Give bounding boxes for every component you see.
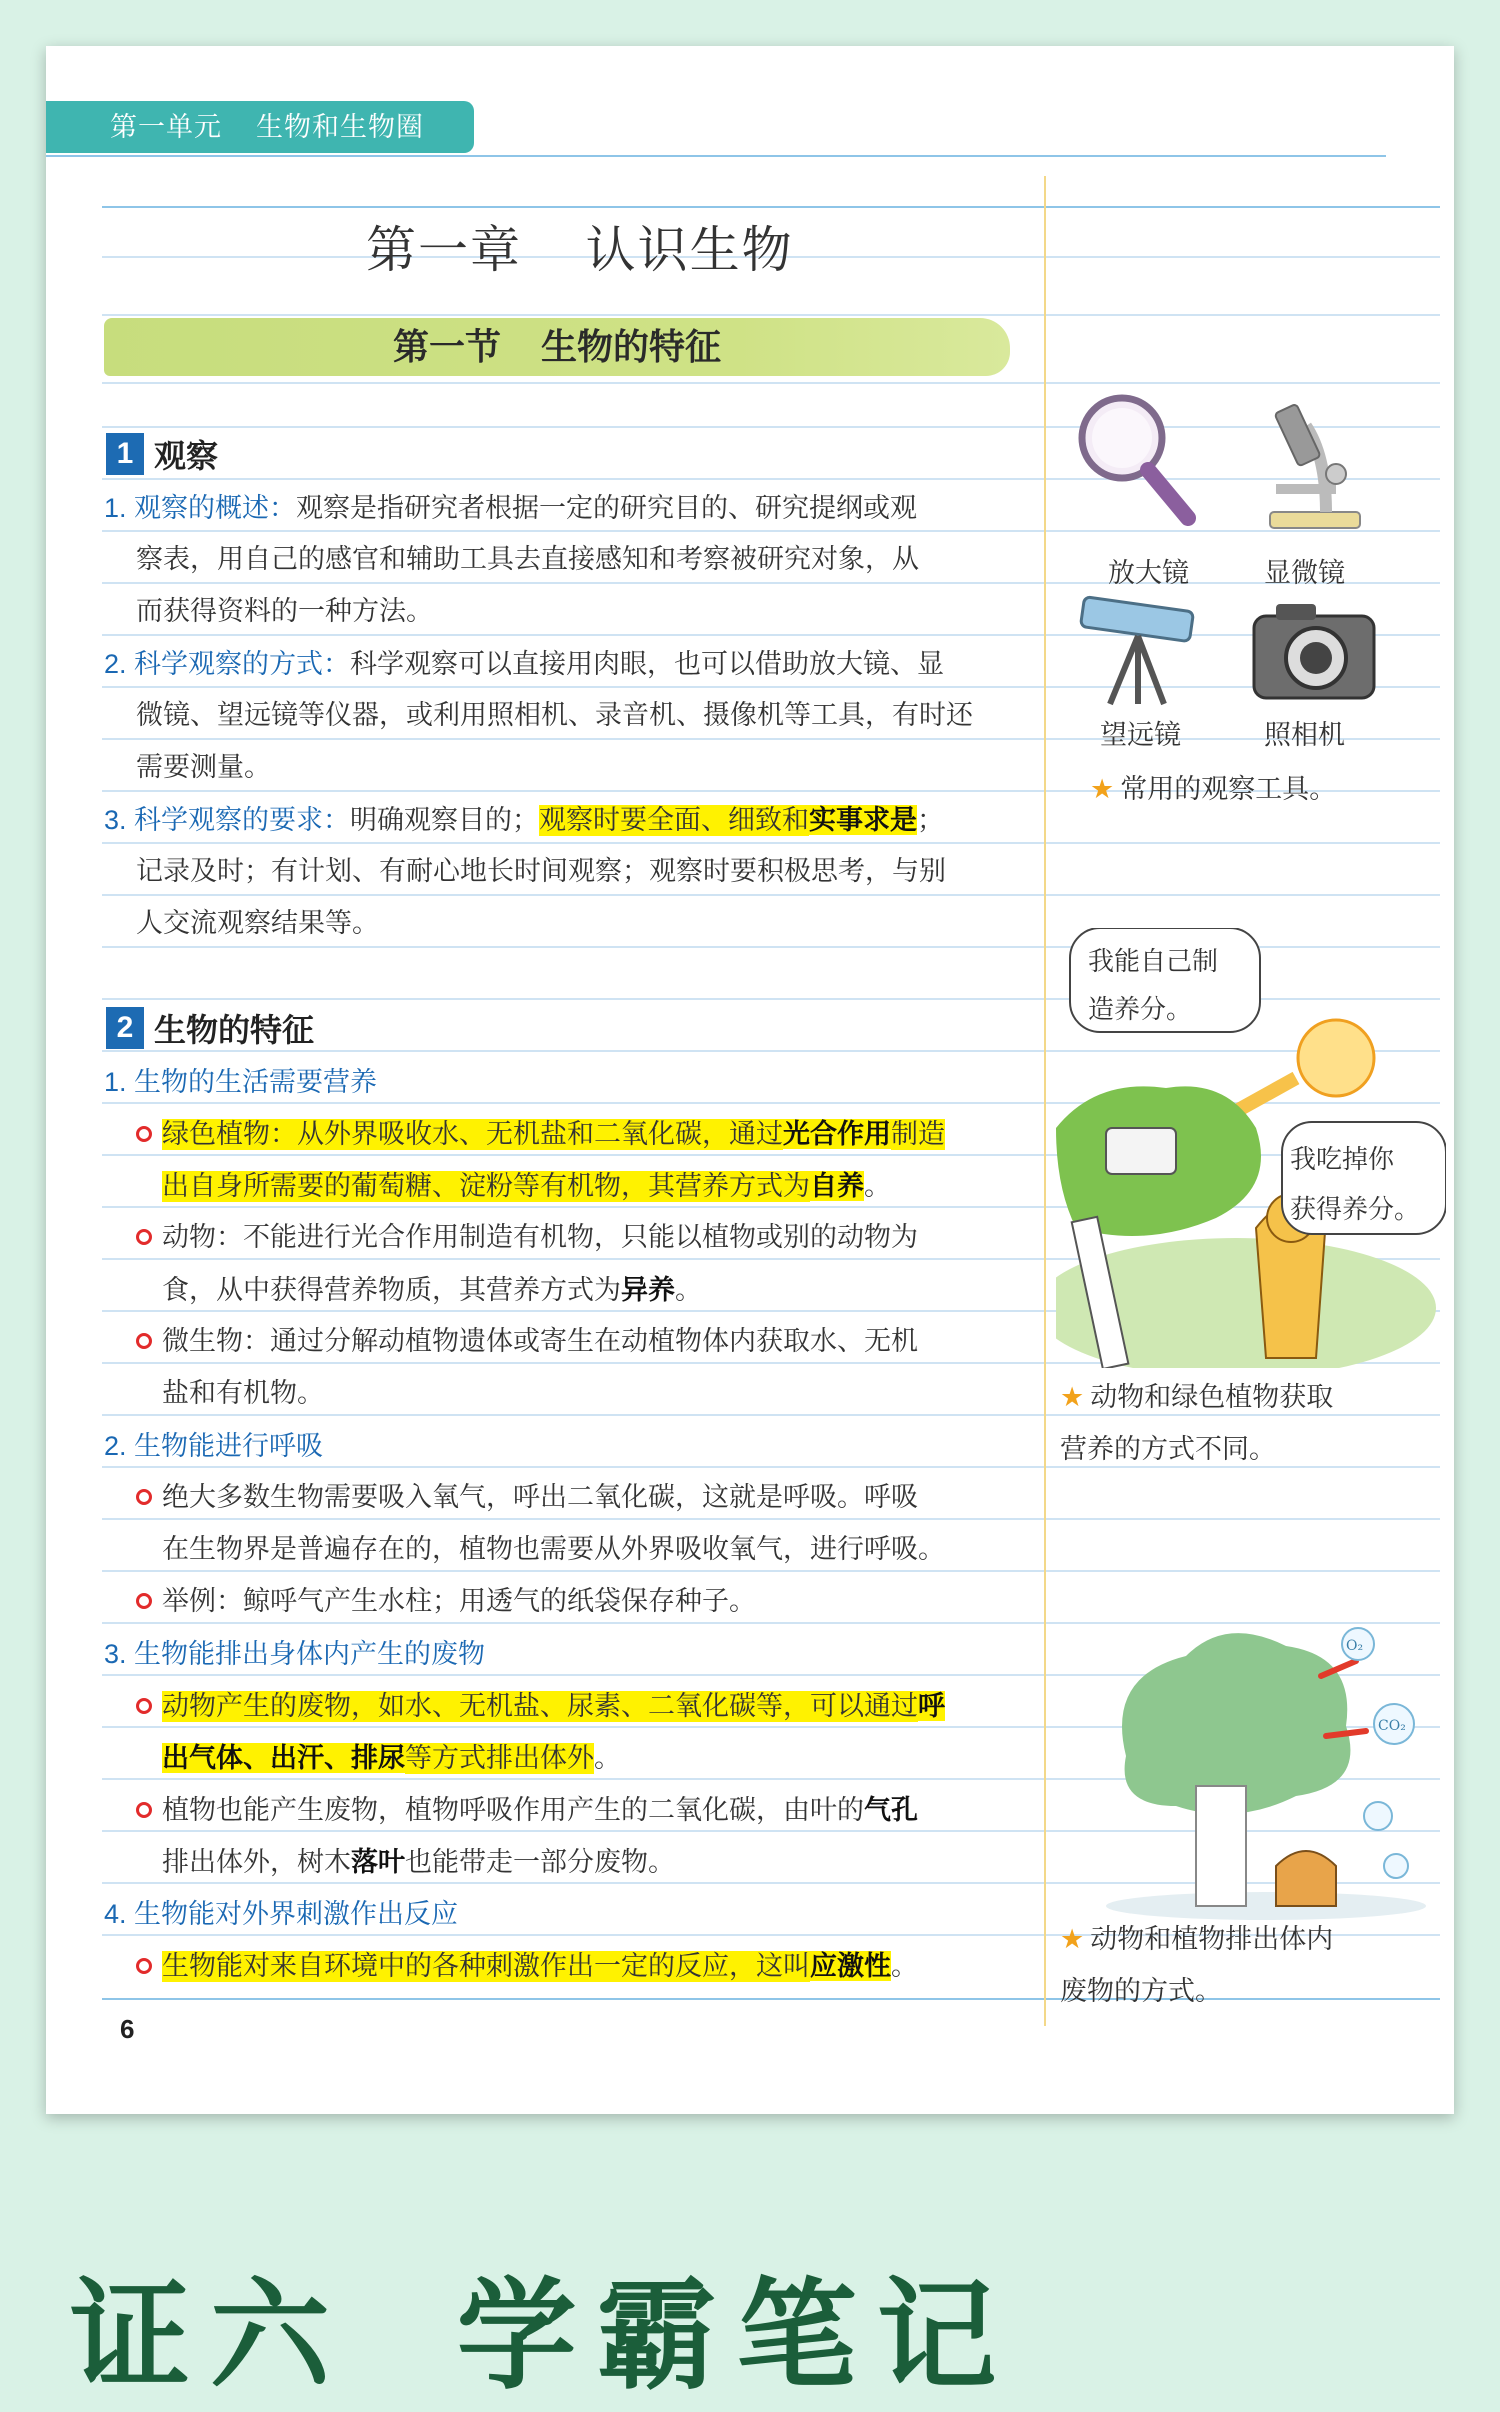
bottom-banner-text: 证六 学霸笔记	[70, 2269, 1017, 2403]
bullet-line	[136, 1576, 756, 1628]
bullet-line	[136, 1108, 945, 1161]
rule-line	[102, 382, 1440, 384]
item-text: 观察是指研究者根据一定的研究目的、研究提纲或观	[296, 493, 918, 524]
item-text: 微生物：通过分解动植物遗体或寄生在动植物体内获取水、无机	[162, 1326, 918, 1357]
paragraph-line	[104, 638, 944, 691]
bullet-icon	[136, 1593, 152, 1609]
paragraph-line	[104, 482, 917, 535]
bullet-icon	[136, 1698, 152, 1714]
bullet-line-cont: 盐和有机物。	[162, 1378, 324, 1409]
item-label: 3. 生物能排出身体内产生的废物	[104, 1639, 486, 1669]
tool-label: 显微镜	[1264, 558, 1345, 589]
bold-highlight: 呼	[918, 1691, 945, 1721]
section-number-badge: 1	[106, 433, 144, 475]
star-icon: ★	[1060, 1924, 1085, 1955]
bullet-line-cont	[162, 1836, 675, 1889]
highlight-text: 制造	[891, 1119, 945, 1150]
item-text: 绝大多数生物需要吸入氧气，呼出二氧化碳，这就是呼吸。呼吸	[162, 1482, 918, 1513]
bullet-line-cont	[162, 1264, 702, 1317]
bold-highlight: 应激性	[810, 1951, 891, 1981]
item-text: 植物也能产生废物，植物呼吸作用产生的二氧化碳，由叶的	[162, 1795, 864, 1826]
highlight-text: 出自身所需要的葡萄糖、淀粉等有机物，其营养方式为	[162, 1171, 810, 1202]
figure-caption	[1090, 764, 1336, 816]
bullet-line	[136, 1940, 918, 1993]
bold-highlight: 出气体、出汗、排尿	[162, 1743, 405, 1773]
item-text: 。	[864, 1171, 891, 1202]
item-text: 。	[891, 1951, 918, 1982]
bullet-icon	[136, 1489, 152, 1505]
highlight-text: 生物能对来自环境中的各种刺激作出一定的反应，这叫	[162, 1951, 810, 1982]
section-title: 第一节 生物的特征	[392, 326, 721, 367]
section-number-badge: 2	[106, 1007, 144, 1049]
column-divider	[1044, 176, 1046, 2026]
item-text: 动物：不能进行光合作用制造有机物，只能以植物或别的动物为	[162, 1222, 918, 1253]
paragraph-line	[104, 794, 944, 847]
highlight-text: 等方式排出体外	[405, 1743, 594, 1774]
co2-bubble-label: CO₂	[1378, 1718, 1406, 1734]
figure-caption	[1060, 1372, 1333, 1424]
speech-bubble-animal: 获得养分。	[1290, 1195, 1421, 1225]
unit-tab: 第一单元 生物和生物圈	[46, 101, 474, 153]
highlight-text: 绿色植物：从外界吸收水、无机盐和二氧化碳，通过	[162, 1119, 783, 1150]
highlight-text: 动物产生的废物，如水、无机盐、尿素、二氧化碳等，可以通过	[162, 1691, 918, 1722]
bullet-line-cont: 在生物界是普遍存在的，植物也需要从外界吸收氧气，进行呼吸。	[162, 1534, 945, 1565]
bullet-line	[136, 1784, 918, 1837]
item-label: 4. 生物能对外界刺激作出反应	[104, 1899, 459, 1929]
bullet-icon	[136, 1958, 152, 1974]
item-text: 科学观察可以直接用肉眼，也可以借助放大镜、显	[350, 649, 945, 680]
item-label: 2. 科学观察的方式：	[104, 649, 351, 679]
bullet-line	[136, 1472, 918, 1524]
item-text: ；	[917, 805, 945, 836]
microscope-icon	[1246, 386, 1386, 536]
item-label: 1. 生物的生活需要营养	[104, 1067, 378, 1097]
caption-text: 动物和植物排出体内	[1090, 1924, 1334, 1955]
bullet-line-cont	[162, 1160, 891, 1213]
page-number: 6	[120, 2014, 135, 2044]
tool-label: 照相机	[1264, 720, 1345, 751]
paragraph-line: 察表，用自己的感官和辅助工具去直接感知和考察被研究对象，从	[136, 544, 919, 575]
bullet-icon	[136, 1333, 152, 1349]
bold-text: 气孔	[864, 1795, 918, 1825]
chapter-title: 第一章 认识生物	[366, 222, 794, 278]
paragraph-line: 微镜、望远镜等仪器，或利用照相机、录音机、摄像机等工具，有时还	[136, 700, 973, 731]
telescope-icon	[1076, 586, 1206, 716]
speech-bubble-plant: 我能自己制	[1088, 947, 1219, 977]
section-heading-label: 生物的特征	[154, 1012, 315, 1048]
rule-line	[102, 314, 1440, 316]
bold-text: 异养	[621, 1275, 675, 1305]
figure-caption: 营养的方式不同。	[1060, 1434, 1276, 1465]
item-label: 2. 生物能进行呼吸	[104, 1431, 324, 1461]
section-banner	[104, 318, 1010, 376]
highlight-text: 观察时要全面、细致和	[539, 805, 810, 836]
section-heading-label: 观察	[154, 438, 219, 474]
rule-line	[102, 478, 1440, 480]
star-icon: ★	[1060, 1382, 1085, 1413]
tool-label: 放大镜	[1108, 558, 1189, 589]
rule-line-bottom	[102, 1998, 1440, 2000]
item-label: 1. 观察的概述：	[104, 493, 297, 523]
bullet-line	[136, 1316, 918, 1368]
bold-highlight: 自养	[810, 1171, 864, 1201]
caption-text: 动物和绿色植物获取	[1090, 1382, 1334, 1413]
tool-label: 望远镜	[1100, 720, 1181, 751]
item-text: 排出体外，树木	[162, 1847, 351, 1878]
bullet-line-cont	[162, 1732, 621, 1785]
bold-highlight: 光合作用	[783, 1119, 891, 1149]
item-text: 明确观察目的；	[350, 805, 540, 836]
item-text: 食，从中获得营养物质，其营养方式为	[162, 1275, 621, 1306]
bullet-icon	[136, 1229, 152, 1245]
oxygen-bubble-label: O₂	[1346, 1638, 1364, 1654]
caption-text: 常用的观察工具。	[1120, 774, 1337, 805]
bold-highlight: 实事求是	[809, 805, 918, 835]
item-text: 。	[675, 1275, 702, 1306]
rule-line	[102, 206, 1440, 208]
speech-bubble-plant: 造养分。	[1088, 995, 1193, 1025]
textbook-page	[46, 46, 1454, 2114]
camera-icon	[1246, 592, 1386, 712]
bullet-line	[136, 1212, 918, 1264]
bullet-icon	[136, 1126, 152, 1142]
bullet-icon	[136, 1802, 152, 1818]
paragraph-line: 人交流观察结果等。	[136, 908, 379, 939]
item-text: 也能带走一部分废物。	[405, 1847, 675, 1878]
star-icon: ★	[1090, 774, 1115, 805]
bold-text: 落叶	[351, 1847, 405, 1877]
excretion-illustration	[1096, 1616, 1436, 1926]
magnifier-icon	[1066, 386, 1206, 536]
speech-bubble-animal: 我吃掉你	[1290, 1145, 1395, 1175]
figure-caption: 废物的方式。	[1060, 1976, 1222, 2007]
rule-line	[102, 426, 1440, 428]
paragraph-line: 需要测量。	[136, 752, 271, 783]
plant-animal-nutrition-illustration	[1056, 928, 1446, 1368]
paragraph-line: 记录及时；有计划、有耐心地长时间观察；观察时要积极思考，与别	[136, 856, 946, 887]
item-text: 举例：鲸呼气产生水柱；用透气的纸袋保存种子。	[162, 1586, 756, 1617]
item-label: 3. 科学观察的要求：	[104, 805, 351, 835]
unit-divider	[46, 155, 1386, 157]
paragraph-line: 而获得资料的一种方法。	[136, 596, 433, 627]
section-heading-characteristics	[106, 1006, 314, 1050]
item-text: 。	[594, 1743, 621, 1774]
figure-caption	[1060, 1914, 1333, 1966]
bullet-line	[136, 1680, 945, 1733]
section-heading-observation	[106, 432, 218, 476]
